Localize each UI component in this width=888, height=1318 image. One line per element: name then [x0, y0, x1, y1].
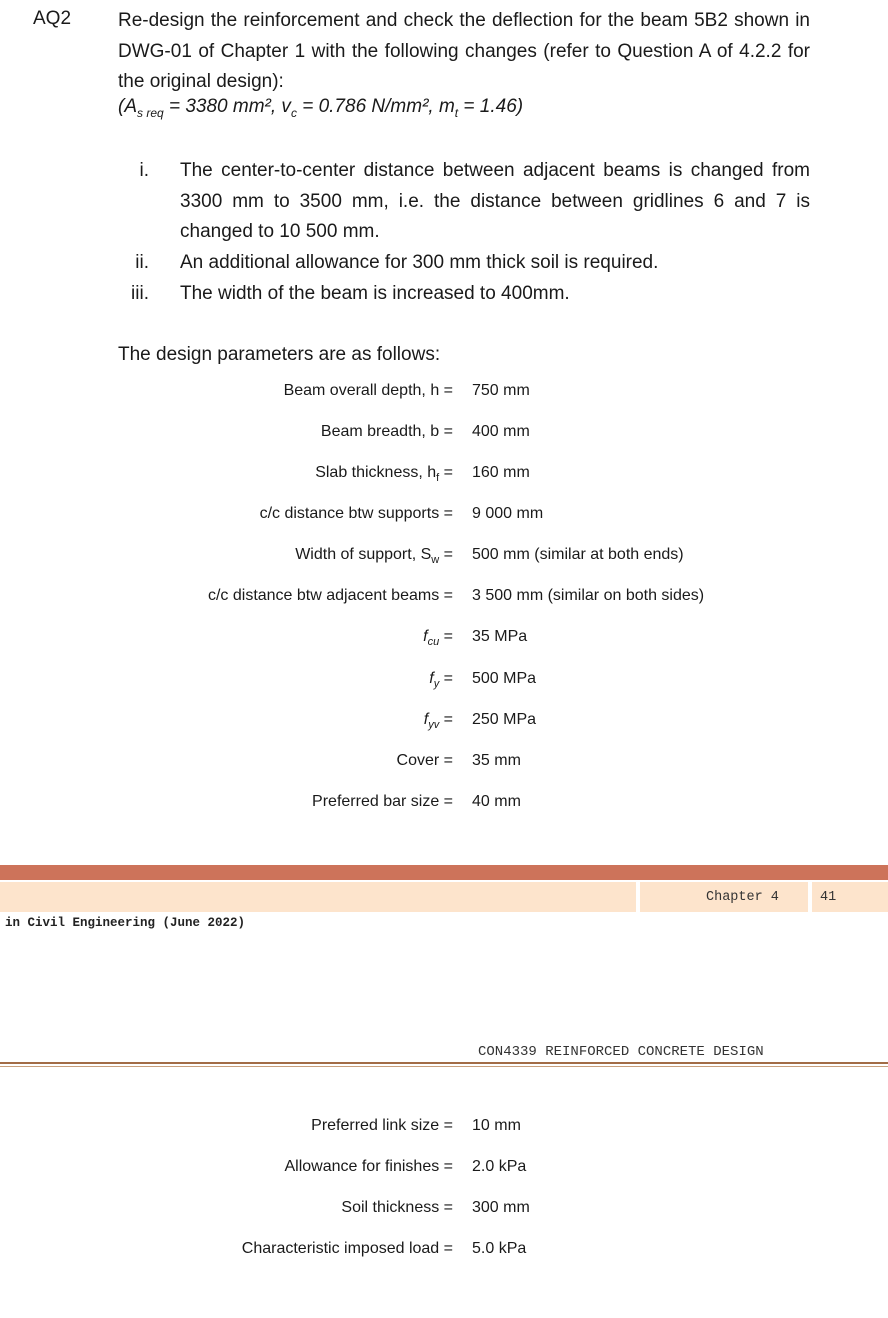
parameter-row: [0, 711, 888, 733]
parameter-value: 500 mm (similar at both ends): [472, 546, 684, 563]
parameter-label: Preferred link size =: [311, 1117, 453, 1134]
parameter-label: Width of support, $S_w$ =: [295, 546, 453, 567]
question-label: AQ2: [33, 8, 72, 29]
parameter-value: 9 000 mm: [472, 505, 544, 522]
parameter-label: $f_{yv}$ =: [423, 711, 453, 732]
parameter-value: 250 MPa: [472, 711, 537, 728]
parameter-label: c/c distance btw adjacent beams =: [207, 587, 453, 604]
parameter-row: [0, 464, 888, 486]
parameter-value: 750 mm: [472, 382, 530, 399]
parameter-label: Slab thickness, $h_f$ =: [315, 464, 453, 485]
parameter-row: [0, 1117, 888, 1139]
parameter-row: [0, 1199, 888, 1221]
parameter-row: [0, 423, 888, 445]
parameter-value: 160 mm: [472, 464, 530, 481]
list-item: The center-to-center distance between adjacent beams is changed from 3300 mm to 3500 mm, i.e. the distance between gridlines 6 and 7 is changed to 10 500 mm.: [180, 160, 810, 242]
parameter-label: Allowance for finishes =: [284, 1158, 453, 1175]
parameter-value: 400 mm: [472, 423, 530, 440]
parameter-row: [0, 382, 888, 404]
list-numeral: ii.: [135, 252, 149, 273]
parameter-label: Preferred bar size =: [312, 793, 453, 810]
parameter-label: Soil thickness =: [341, 1199, 453, 1216]
parameter-row: [0, 793, 888, 815]
parameter-value: 35 mm: [472, 752, 521, 769]
footer-bar: [0, 882, 636, 912]
list-numeral: iii.: [131, 283, 149, 304]
parameter-value: 2.0 kPa: [472, 1158, 527, 1175]
parameter-value: 300 mm: [472, 1199, 530, 1216]
parameter-row: [0, 587, 888, 609]
footer-band: [0, 865, 888, 880]
parameters-heading: The design parameters are as follows:: [118, 344, 441, 365]
parameter-label: Cover =: [396, 752, 453, 769]
parameter-label: $f_{cu}$ =: [423, 628, 453, 649]
parameter-value: 35 MPa: [472, 628, 528, 645]
parameter-label: Beam breadth, b =: [320, 423, 453, 440]
list-numeral: i.: [139, 160, 149, 181]
edition-label: in Civil Engineering (June 2022): [5, 916, 246, 930]
list-item: An additional allowance for 300 mm thick soil is required.: [180, 252, 659, 273]
list-item: The width of the beam is increased to 400mm.: [180, 283, 570, 304]
parameter-value: 5.0 kPa: [472, 1240, 527, 1257]
parameter-label: Characteristic imposed load =: [241, 1240, 453, 1257]
page-number: 41: [820, 890, 837, 905]
parameter-row: [0, 628, 888, 650]
parameter-value: 500 MPa: [472, 670, 537, 687]
parameter-row: [0, 546, 888, 568]
chapter-label: Chapter 4: [706, 890, 779, 905]
parameter-row: [0, 505, 888, 527]
parameter-value: 40 mm: [472, 793, 521, 810]
question-text: Re-design the reinforcement and check the deflection for the beam 5B2 shown in DWG-01 of Chapter 1 with the following changes (refer to Question A of 4.2.2 for the original design):: [118, 10, 810, 92]
given-values: ($A_{s req} = 3380$ mm², $v_c = 0.786$ N/mm², $m_t = 1.46$): [118, 96, 524, 120]
parameter-row: [0, 670, 888, 692]
parameter-label: $f_y$ =: [429, 670, 453, 691]
parameter-label: Beam overall depth, h =: [283, 382, 453, 399]
header-rule-thin: [0, 1066, 888, 1067]
parameter-row: [0, 752, 888, 774]
parameter-label: c/c distance btw supports =: [259, 505, 453, 522]
parameter-value: 3 500 mm (similar on both sides): [472, 587, 705, 604]
parameter-row: [0, 1240, 888, 1262]
parameter-value: 10 mm: [472, 1117, 521, 1134]
header-rule: [0, 1062, 888, 1064]
course-title: CON4339 REINFORCED CONCRETE DESIGN: [478, 1044, 764, 1060]
parameter-row: [0, 1158, 888, 1180]
